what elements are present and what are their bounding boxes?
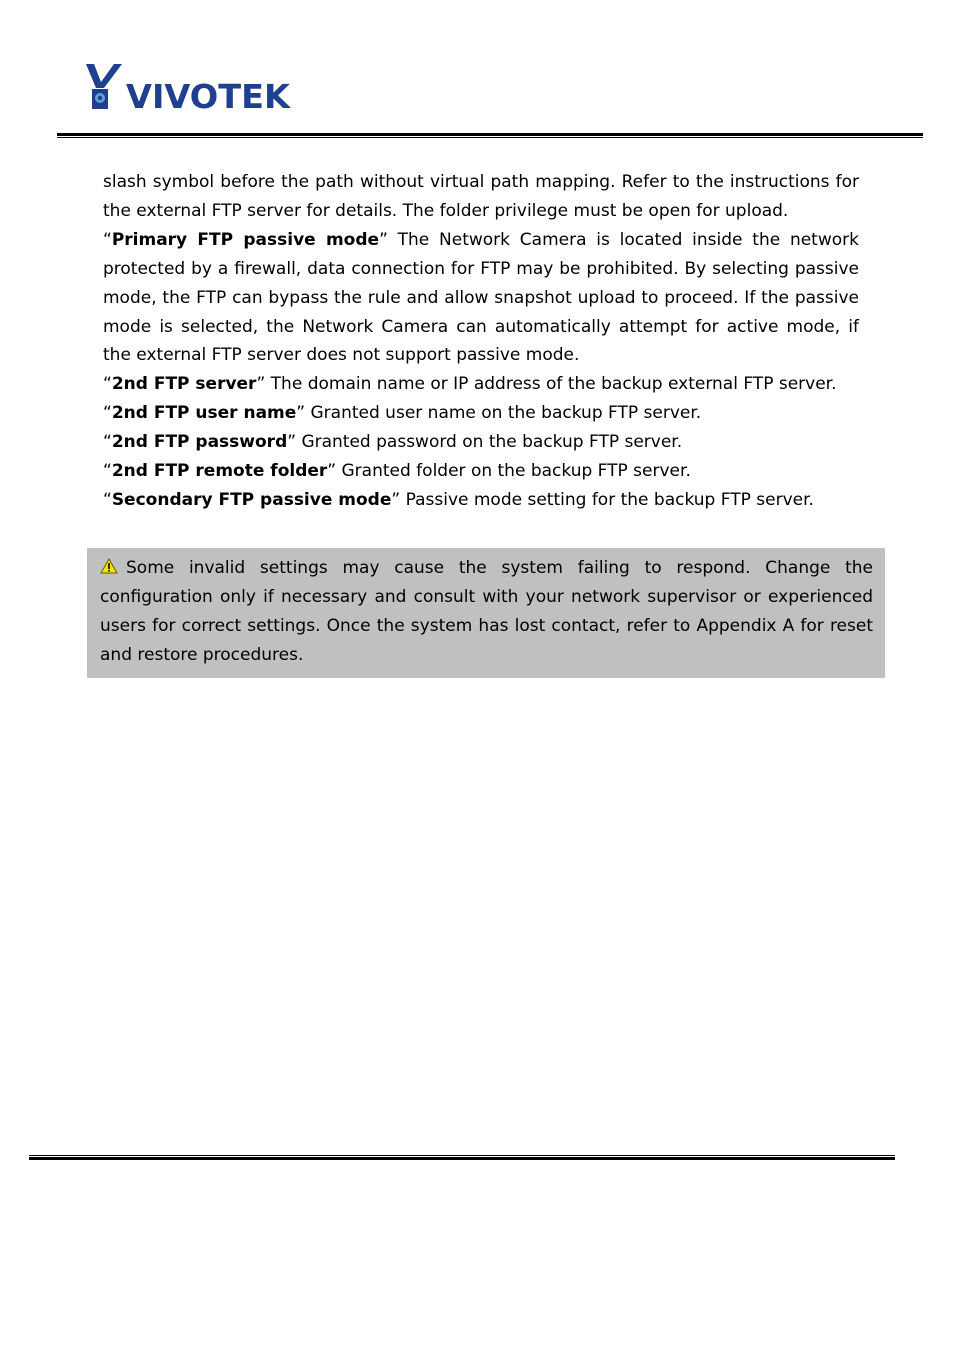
warning-text: Some invalid settings may cause the system failing to respond. Change the configuration only if necessary and consult with your network supervisor or experienced users for correct settings. Once the system has lost contact, refer to Appendix A for reset and restore procedures. xyxy=(100,558,873,665)
body-text xyxy=(103,168,859,515)
definition-desc: The domain name or IP address of the backup external FTP server. xyxy=(265,374,837,395)
definition-item: “2nd FTP user name” Granted user name on the backup FTP server. xyxy=(103,403,702,424)
definition-term: 2nd FTP server xyxy=(111,374,257,395)
paragraph-continuation: slash symbol before the path without virtual path mapping. Refer to the instructions for the external FTP server for details. The folder privilege must be open for upload. xyxy=(103,172,859,221)
definition-desc: Granted user name on the backup FTP server. xyxy=(305,403,702,424)
warning-note xyxy=(87,548,885,678)
definition-term: Primary FTP passive mode xyxy=(111,229,380,250)
definition-term: Secondary FTP passive mode xyxy=(111,489,392,510)
definition-term: 2nd FTP remote folder xyxy=(111,461,328,482)
footer-rule xyxy=(29,1155,895,1161)
definition-term: 2nd FTP password xyxy=(111,432,288,453)
definition-item: “2nd FTP password” Granted password on the backup FTP server. xyxy=(103,432,683,453)
definition-desc: The Network Camera is located inside the network protected by a firewall, data connection for FTP may be prohibited. By selecting passive mode, the FTP can bypass the rule and allow snapshot upload to proceed. If the passive mode is selected, the Network Camera can automatically attempt for active mode, if the external FTP server does not support passive mode. xyxy=(103,229,859,366)
definition-item: “2nd FTP remote folder” Granted folder on the backup FTP server. xyxy=(103,461,691,482)
definition-desc: Passive mode setting for the backup FTP server. xyxy=(400,489,814,510)
logo-wordmark: VIVOTEK xyxy=(126,77,292,112)
definition-desc: Granted password on the backup FTP server. xyxy=(296,432,683,453)
definition-term: 2nd FTP user name xyxy=(111,403,297,424)
vivotek-logo xyxy=(84,62,294,112)
warning-text-block xyxy=(100,554,873,670)
header-rule xyxy=(57,133,923,139)
warning-icon xyxy=(100,558,118,574)
definition-item: “2nd FTP server” The domain name or IP address of the backup external FTP server. xyxy=(103,374,837,395)
definition-item: “Primary FTP passive mode” The Network Camera is located inside the network protected by a firewall, data connection for FTP may be prohibited. By selecting passive mode, the FTP can bypass the rule and allow snapshot upload to proceed. If the passive mode is selected, the Network Camera can automatically attempt for active mode, if the external FTP server does not support passive mode. xyxy=(103,229,859,366)
definition-desc: Granted folder on the backup FTP server. xyxy=(336,461,691,482)
definition-item: “Secondary FTP passive mode” Passive mode setting for the backup FTP server. xyxy=(103,489,814,510)
